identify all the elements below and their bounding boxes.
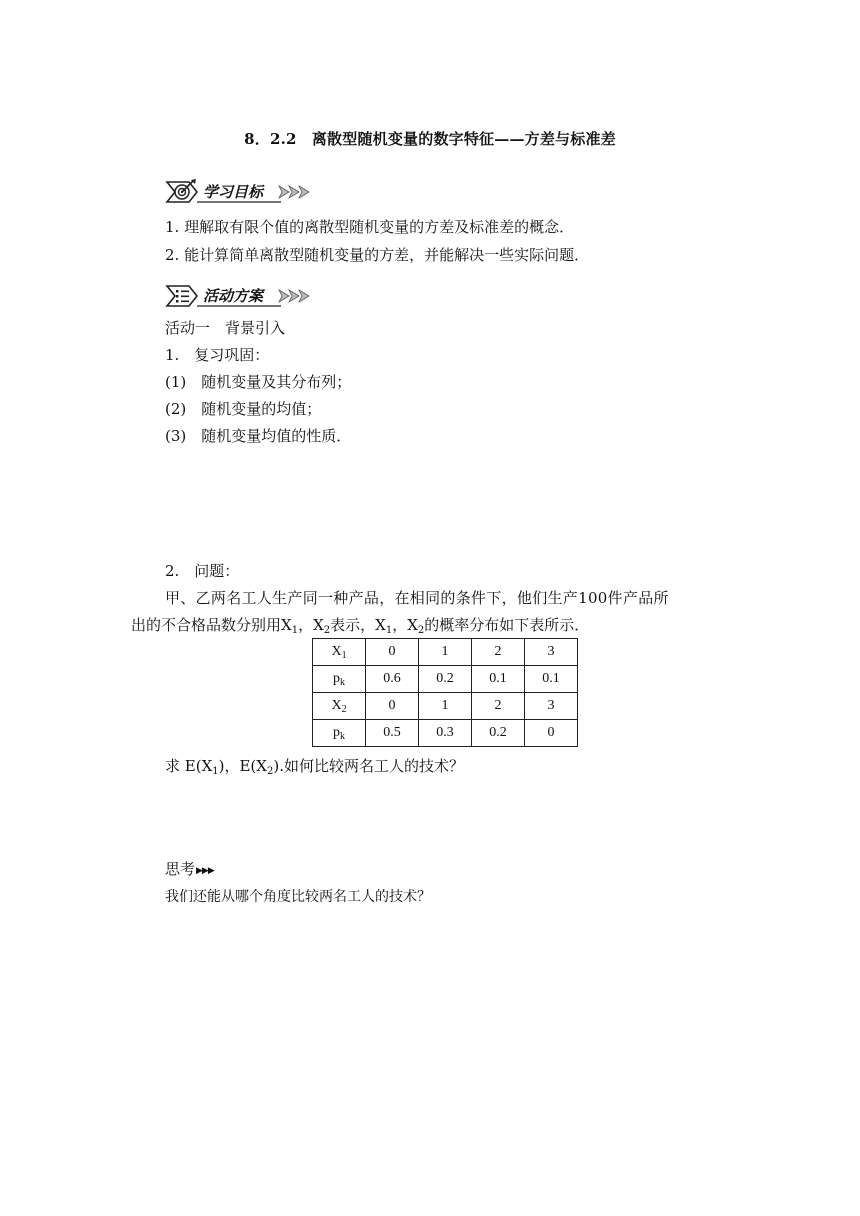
review-item-1: (1) 随机变量及其分布列；: [165, 373, 352, 391]
table-row: [313, 720, 578, 747]
table-row-header: $p_k$: [313, 666, 366, 693]
table-cell: 1: [419, 693, 472, 720]
question-ask: 求 $E(X_1)$，$E(X_2)$.如何比较两名工人的技术？: [165, 757, 464, 777]
review-title: 1. 复习巩固：: [165, 346, 270, 364]
think-heading: [165, 858, 214, 879]
question-title: 2. 问题：: [165, 562, 240, 580]
table-row: [313, 639, 578, 666]
table-cell: 0.1: [525, 666, 578, 693]
table-cell: 0: [366, 639, 419, 666]
think-text: 我们还能从哪个角度比较两名工人的技术？: [165, 889, 431, 905]
table-cell: 2: [472, 693, 525, 720]
table-row-header: $X_1$: [313, 639, 366, 666]
table-cell: 0.1: [472, 666, 525, 693]
page-title: 8．2.2 离散型随机变量的数字特征——方差与标准差: [244, 130, 616, 148]
goals-label: 学习目标: [203, 183, 264, 201]
table-cell: 0.2: [419, 666, 472, 693]
question-line-2: 出的不合格品数分别用$X_1$，$X_2$表示，$X_1$，$X_2$的概率分布如下表所示．: [131, 616, 590, 636]
arrows-icon: ▶▶▶: [196, 866, 214, 876]
question-line-1: 甲、乙两名工人生产同一种产品，在相同的条件下，他们生产100件产品所: [165, 589, 669, 607]
table-cell: 1: [419, 639, 472, 666]
table-cell: 2: [472, 639, 525, 666]
table-cell: 0: [366, 693, 419, 720]
activity-banner: [163, 282, 318, 310]
table-cell: 0: [525, 720, 578, 747]
think-label: 思考: [165, 860, 196, 878]
review-item-2: (2) 随机变量的均值；: [165, 400, 322, 418]
table-cell: 0.6: [366, 666, 419, 693]
table-cell: 0.2: [472, 720, 525, 747]
activity1-title: 活动一 背景引入: [165, 319, 286, 337]
table-row: [313, 693, 578, 720]
table-cell: 0.3: [419, 720, 472, 747]
table-row-header: $p_k$: [313, 720, 366, 747]
goals-banner: [163, 178, 318, 206]
review-item-3: (3) 随机变量均值的性质．: [165, 427, 352, 445]
table-cell: 3: [525, 693, 578, 720]
table-cell: 0.5: [366, 720, 419, 747]
table-row: [313, 666, 578, 693]
table-cell: 3: [525, 639, 578, 666]
goal-item-2: 2. 能计算简单离散型随机变量的方差，并能解决一些实际问题．: [165, 246, 590, 264]
probability-table: [312, 638, 578, 747]
table-row-header: $X_2$: [313, 693, 366, 720]
activity-label: 活动方案: [203, 287, 264, 305]
goal-item-1: 1. 理解取有限个值的离散型随机变量的方差及标准差的概念．: [165, 218, 575, 236]
